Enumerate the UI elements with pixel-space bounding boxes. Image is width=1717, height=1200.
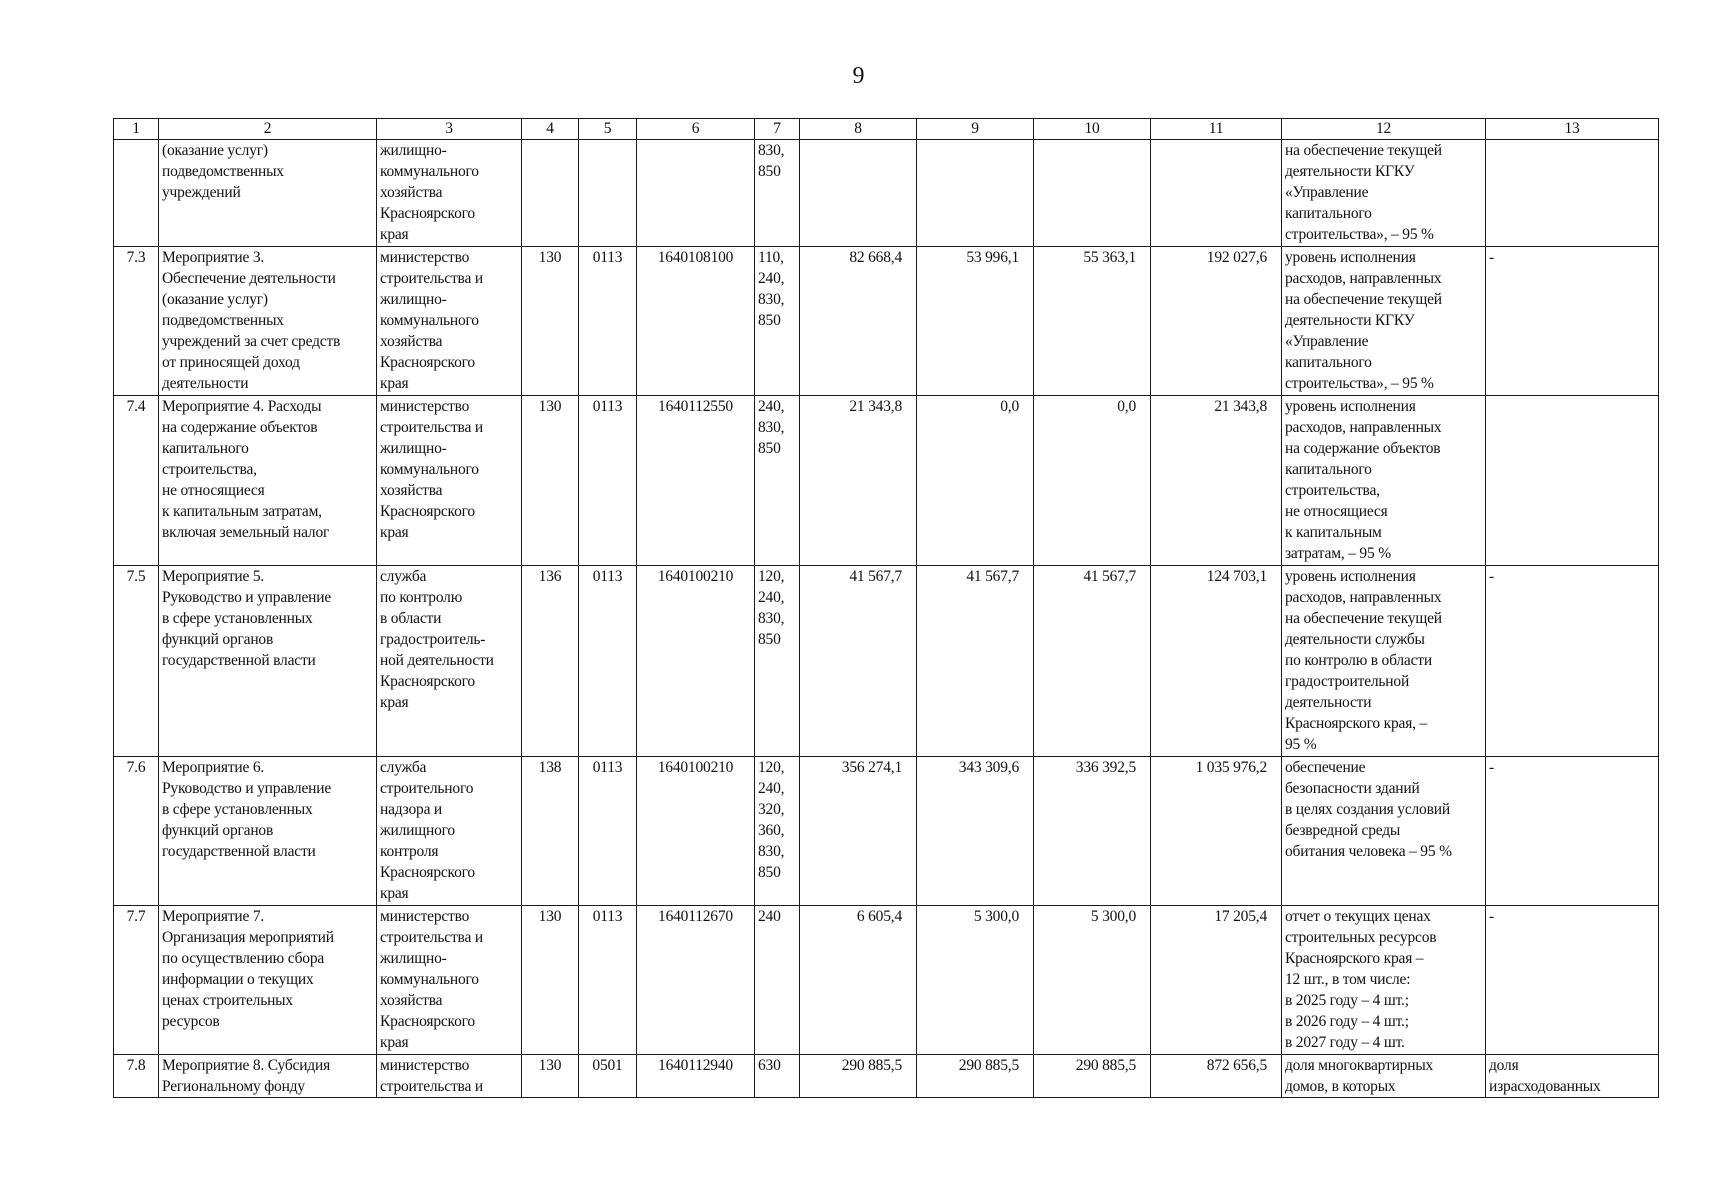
amount-total-cell: 1 035 976,2	[1151, 757, 1282, 906]
amount-total-cell	[1151, 140, 1282, 247]
row-number-cell: 7.3	[114, 247, 159, 396]
column-header: 11	[1151, 119, 1282, 140]
expected-result-cell: уровень исполнения расходов, направленных на содержание объектов капитального строительства, не относящиеся к капитальным затратам, – 95 %	[1282, 396, 1486, 566]
program-activities-table	[113, 118, 1659, 1098]
section-code-cell: 0113	[579, 396, 637, 566]
target-article-cell: 1640112940	[637, 1055, 755, 1098]
amount-2027-cell: 290 885,5	[1034, 1055, 1151, 1098]
expected-result-cell: отчет о текущих ценах строительных ресурсов Красноярского края – 12 шт., в том числе: в 2025 году – 4 шт.; в 2026 году – 4 шт.; в 2027 году – 4 шт.	[1282, 906, 1486, 1055]
amount-2026-cell: 5 300,0	[917, 906, 1034, 1055]
row-number-cell	[114, 140, 159, 247]
amount-2027-cell	[1034, 140, 1151, 247]
expected-result-cell: обеспечение безопасности зданий в целях создания условий безвредной среды обитания человека – 95 %	[1282, 757, 1486, 906]
grbs-code-cell: 130	[522, 1055, 579, 1098]
executor-cell: жилищно- коммунального хозяйства Красноярского края	[377, 140, 522, 247]
section-code-cell: 0113	[579, 566, 637, 757]
amount-2026-cell	[917, 140, 1034, 247]
column-header: 7	[755, 119, 800, 140]
column-header: 12	[1282, 119, 1486, 140]
target-article-cell: 1640112550	[637, 396, 755, 566]
column-13-cell: -	[1486, 757, 1659, 906]
column-header: 10	[1034, 119, 1151, 140]
expense-type-cell: 120, 240, 830, 850	[755, 566, 800, 757]
row-number-cell: 7.6	[114, 757, 159, 906]
amount-2025-cell: 21 343,8	[800, 396, 917, 566]
grbs-code-cell: 138	[522, 757, 579, 906]
column-header: 6	[637, 119, 755, 140]
section-code-cell: 0501	[579, 1055, 637, 1098]
column-13-cell: -	[1486, 906, 1659, 1055]
target-article-cell: 1640100210	[637, 757, 755, 906]
amount-2025-cell: 290 885,5	[800, 1055, 917, 1098]
amount-2025-cell: 6 605,4	[800, 906, 917, 1055]
amount-2026-cell: 343 309,6	[917, 757, 1034, 906]
expected-result-cell: доля многоквартирных домов, в которых	[1282, 1055, 1486, 1098]
table-row	[114, 1055, 1659, 1098]
executor-cell: министерство строительства и	[377, 1055, 522, 1098]
column-header: 2	[159, 119, 377, 140]
page-number: 9	[852, 63, 865, 89]
column-header: 4	[522, 119, 579, 140]
activity-name-cell: Мероприятие 7. Организация мероприятий по осуществлению сбора информации о текущих ценах строительных ресурсов	[159, 906, 377, 1055]
activity-name-cell: Мероприятие 3. Обеспечение деятельности (оказание услуг) подведомственных учреждений за счет средств от приносящей доход деятельности	[159, 247, 377, 396]
section-code-cell: 0113	[579, 906, 637, 1055]
activity-name-cell: Мероприятие 4. Расходы на содержание объектов капитального строительства, не относящиеся к капитальным затратам, включая земельный налог	[159, 396, 377, 566]
amount-2025-cell: 41 567,7	[800, 566, 917, 757]
expected-result-cell: уровень исполнения расходов, направленных на обеспечение текущей деятельности службы по контролю в области градостроительной деятельности Красноярского края, – 95 %	[1282, 566, 1486, 757]
section-code-cell: 0113	[579, 757, 637, 906]
column-header: 9	[917, 119, 1034, 140]
amount-2027-cell: 5 300,0	[1034, 906, 1151, 1055]
grbs-code-cell: 130	[522, 906, 579, 1055]
amount-2025-cell	[800, 140, 917, 247]
table-row	[114, 566, 1659, 757]
executor-cell: министерство строительства и жилищно- коммунального хозяйства Красноярского края	[377, 906, 522, 1055]
row-number-cell: 7.8	[114, 1055, 159, 1098]
amount-2026-cell: 41 567,7	[917, 566, 1034, 757]
expense-type-cell: 830, 850	[755, 140, 800, 247]
activity-name-cell: Мероприятие 8. Субсидия Региональному фонду	[159, 1055, 377, 1098]
column-header: 5	[579, 119, 637, 140]
grbs-code-cell	[522, 140, 579, 247]
target-article-cell: 1640108100	[637, 247, 755, 396]
table-row	[114, 140, 1659, 247]
amount-2026-cell: 0,0	[917, 396, 1034, 566]
amount-2025-cell: 82 668,4	[800, 247, 917, 396]
column-header: 3	[377, 119, 522, 140]
column-13-cell	[1486, 396, 1659, 566]
amount-2025-cell: 356 274,1	[800, 757, 917, 906]
amount-2026-cell: 290 885,5	[917, 1055, 1034, 1098]
amount-total-cell: 872 656,5	[1151, 1055, 1282, 1098]
column-13-cell	[1486, 140, 1659, 247]
column-13-cell: -	[1486, 247, 1659, 396]
expected-result-cell: уровень исполнения расходов, направленных на обеспечение текущей деятельности КГКУ «Управление капитального строительства», – 95 %	[1282, 247, 1486, 396]
column-header: 1	[114, 119, 159, 140]
column-13-cell: -	[1486, 566, 1659, 757]
target-article-cell	[637, 140, 755, 247]
amount-2026-cell: 53 996,1	[917, 247, 1034, 396]
target-article-cell: 1640100210	[637, 566, 755, 757]
expense-type-cell: 240, 830, 850	[755, 396, 800, 566]
row-number-cell: 7.5	[114, 566, 159, 757]
amount-total-cell: 124 703,1	[1151, 566, 1282, 757]
amount-2027-cell: 41 567,7	[1034, 566, 1151, 757]
grbs-code-cell: 130	[522, 247, 579, 396]
section-code-cell	[579, 140, 637, 247]
expected-result-cell: на обеспечение текущей деятельности КГКУ «Управление капитального строительства», – 95 %	[1282, 140, 1486, 247]
target-article-cell: 1640112670	[637, 906, 755, 1055]
table-row	[114, 757, 1659, 906]
amount-2027-cell: 55 363,1	[1034, 247, 1151, 396]
table-row	[114, 247, 1659, 396]
activity-name-cell: (оказание услуг) подведомственных учреждений	[159, 140, 377, 247]
expense-type-cell: 120, 240, 320, 360, 830, 850	[755, 757, 800, 906]
amount-total-cell: 21 343,8	[1151, 396, 1282, 566]
expense-type-cell: 630	[755, 1055, 800, 1098]
amount-2027-cell: 336 392,5	[1034, 757, 1151, 906]
column-13-cell: доля израсходованных	[1486, 1055, 1659, 1098]
activity-name-cell: Мероприятие 5. Руководство и управление в сфере установленных функций органов государственной власти	[159, 566, 377, 757]
executor-cell: министерство строительства и жилищно- коммунального хозяйства Красноярского края	[377, 247, 522, 396]
executor-cell: служба по контролю в области градостроитель- ной деятельности Красноярского края	[377, 566, 522, 757]
amount-2027-cell: 0,0	[1034, 396, 1151, 566]
expense-type-cell: 110, 240, 830, 850	[755, 247, 800, 396]
expense-type-cell: 240	[755, 906, 800, 1055]
grbs-code-cell: 130	[522, 396, 579, 566]
table-row	[114, 396, 1659, 566]
table-row	[114, 906, 1659, 1055]
column-header: 13	[1486, 119, 1659, 140]
grbs-code-cell: 136	[522, 566, 579, 757]
executor-cell: министерство строительства и жилищно- коммунального хозяйства Красноярского края	[377, 396, 522, 566]
activity-name-cell: Мероприятие 6. Руководство и управление в сфере установленных функций органов государственной власти	[159, 757, 377, 906]
amount-total-cell: 17 205,4	[1151, 906, 1282, 1055]
column-header: 8	[800, 119, 917, 140]
section-code-cell: 0113	[579, 247, 637, 396]
row-number-cell: 7.7	[114, 906, 159, 1055]
column-number-row	[114, 119, 1659, 140]
amount-total-cell: 192 027,6	[1151, 247, 1282, 396]
executor-cell: служба строительного надзора и жилищного контроля Красноярского края	[377, 757, 522, 906]
row-number-cell: 7.4	[114, 396, 159, 566]
